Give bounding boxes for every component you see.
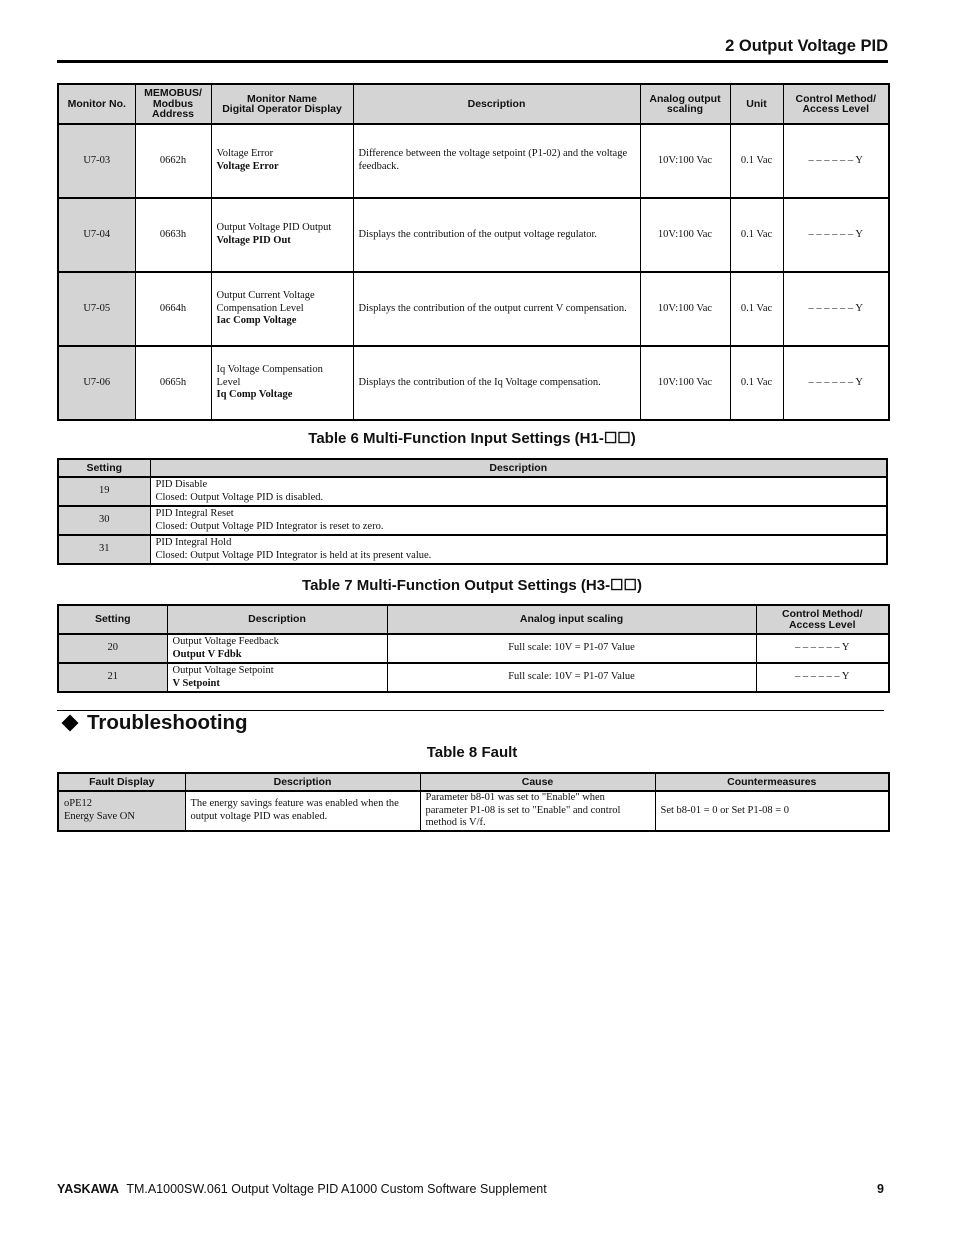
address: 0662h bbox=[135, 124, 211, 198]
address: 0664h bbox=[135, 272, 211, 346]
description: PID Integral Reset Closed: Output Voltage PID Integrator is reset to zero. bbox=[150, 506, 887, 535]
footer bbox=[57, 1182, 547, 1196]
description: Displays the contribution of the output voltage regulator. bbox=[353, 198, 640, 272]
col-monitor-name: Monitor Name Digital Operator Display bbox=[211, 84, 353, 124]
monitor-no: U7-03 bbox=[58, 124, 135, 198]
setting: 19 bbox=[58, 477, 150, 506]
col-access-level: Control Method/ Access Level bbox=[783, 84, 889, 124]
table-row bbox=[58, 663, 889, 692]
col-access-level: Control Method/ Access Level bbox=[756, 605, 889, 634]
footer-doc-title: TM.A1000SW.061 Output Voltage PID A1000 Custom Software Supplement bbox=[126, 1182, 547, 1196]
table-row bbox=[58, 477, 887, 506]
description: Output Voltage Setpoint V Setpoint bbox=[167, 663, 387, 692]
col-cause: Cause bbox=[420, 773, 655, 791]
troubleshooting-heading: Troubleshooting bbox=[61, 711, 248, 735]
monitor-name: Voltage Error Voltage Error bbox=[211, 124, 353, 198]
scaling: Full scale: 10V = P1-07 Value bbox=[387, 634, 756, 663]
col-memobus-address: MEMOBUS/ Modbus Address bbox=[135, 84, 211, 124]
monitor-no: U7-04 bbox=[58, 198, 135, 272]
col-analog-input-scaling: Analog input scaling bbox=[387, 605, 756, 634]
table-header-row bbox=[58, 459, 887, 477]
access-level: – – – – – – Y bbox=[783, 272, 889, 346]
unit: 0.1 Vac bbox=[730, 346, 783, 420]
access-level: – – – – – – Y bbox=[783, 198, 889, 272]
col-monitor-no: Monitor No. bbox=[58, 84, 135, 124]
col-countermeasures: Countermeasures bbox=[655, 773, 889, 791]
monitor-name: Output Current Voltage Compensation Level Iac Comp Voltage bbox=[211, 272, 353, 346]
scaling: Full scale: 10V = P1-07 Value bbox=[387, 663, 756, 692]
unit: 0.1 Vac bbox=[730, 124, 783, 198]
monitor-name: Iq Voltage Compensation Level Iq Comp Voltage bbox=[211, 346, 353, 420]
table-row bbox=[58, 791, 889, 831]
col-setting: Setting bbox=[58, 605, 167, 634]
description: PID Integral Hold Closed: Output Voltage PID Integrator is held at its present value. bbox=[150, 535, 887, 564]
section-title: 2 Output Voltage PID bbox=[725, 37, 888, 55]
table-row bbox=[58, 506, 887, 535]
monitor-name: Output Voltage PID Output Voltage PID Out bbox=[211, 198, 353, 272]
address: 0663h bbox=[135, 198, 211, 272]
col-fault-display: Fault Display bbox=[58, 773, 185, 791]
table-header-row bbox=[58, 84, 889, 124]
col-description: Description bbox=[167, 605, 387, 634]
description: Displays the contribution of the output current V compensation. bbox=[353, 272, 640, 346]
fault-table bbox=[57, 772, 890, 832]
description: Difference between the voltage setpoint (P1-02) and the voltage feedback. bbox=[353, 124, 640, 198]
table-row bbox=[58, 198, 889, 272]
table-row bbox=[58, 124, 889, 198]
scaling: 10V:100 Vac bbox=[640, 198, 730, 272]
fault-display: oPE12 Energy Save ON bbox=[58, 791, 185, 831]
table8-caption: Table 8 Fault bbox=[426, 744, 518, 761]
header-rule bbox=[57, 60, 888, 63]
cause: Parameter b8-01 was set to "Enable" when parameter P1-08 is set to "Enable" and control method is V/f. bbox=[420, 791, 655, 831]
scaling: 10V:100 Vac bbox=[640, 346, 730, 420]
monitor-no: U7-06 bbox=[58, 346, 135, 420]
address: 0665h bbox=[135, 346, 211, 420]
diamond-bullet-icon bbox=[62, 715, 79, 732]
description: Output Voltage Feedback Output V Fdbk bbox=[167, 634, 387, 663]
table-header-row bbox=[58, 773, 889, 791]
description: PID Disable Closed: Output Voltage PID is disabled. bbox=[150, 477, 887, 506]
unit: 0.1 Vac bbox=[730, 198, 783, 272]
col-setting: Setting bbox=[58, 459, 150, 477]
col-description: Description bbox=[185, 773, 420, 791]
monitor-table bbox=[57, 83, 890, 421]
scaling: 10V:100 Vac bbox=[640, 124, 730, 198]
access-level: – – – – – – Y bbox=[756, 663, 889, 692]
table-row bbox=[58, 272, 889, 346]
monitor-no: U7-05 bbox=[58, 272, 135, 346]
description: The energy savings feature was enabled when the output voltage PID was enabled. bbox=[185, 791, 420, 831]
table-header-row bbox=[58, 605, 889, 634]
access-level: – – – – – – Y bbox=[783, 124, 889, 198]
setting: 20 bbox=[58, 634, 167, 663]
table-row bbox=[58, 346, 889, 420]
col-description: Description bbox=[150, 459, 887, 477]
table7-caption: Table 7 Multi-Function Output Settings (H3-☐☐) bbox=[302, 577, 642, 594]
unit: 0.1 Vac bbox=[730, 272, 783, 346]
scaling: 10V:100 Vac bbox=[640, 272, 730, 346]
access-level: – – – – – – Y bbox=[756, 634, 889, 663]
description: Displays the contribution of the Iq Voltage compensation. bbox=[353, 346, 640, 420]
output-settings-table bbox=[57, 604, 890, 693]
col-analog-output-scaling: Analog output scaling bbox=[640, 84, 730, 124]
col-description: Description bbox=[353, 84, 640, 124]
access-level: – – – – – – Y bbox=[783, 346, 889, 420]
table-row bbox=[58, 535, 887, 564]
footer-brand: YASKAWA bbox=[57, 1182, 120, 1196]
table6-caption: Table 6 Multi-Function Input Settings (H1-☐☐) bbox=[308, 430, 636, 447]
page-number: 9 bbox=[877, 1182, 884, 1196]
input-settings-table bbox=[57, 458, 888, 565]
setting: 31 bbox=[58, 535, 150, 564]
table-row bbox=[58, 634, 889, 663]
countermeasures: Set b8-01 = 0 or Set P1-08 = 0 bbox=[655, 791, 889, 831]
col-unit: Unit bbox=[730, 84, 783, 124]
setting: 21 bbox=[58, 663, 167, 692]
setting: 30 bbox=[58, 506, 150, 535]
